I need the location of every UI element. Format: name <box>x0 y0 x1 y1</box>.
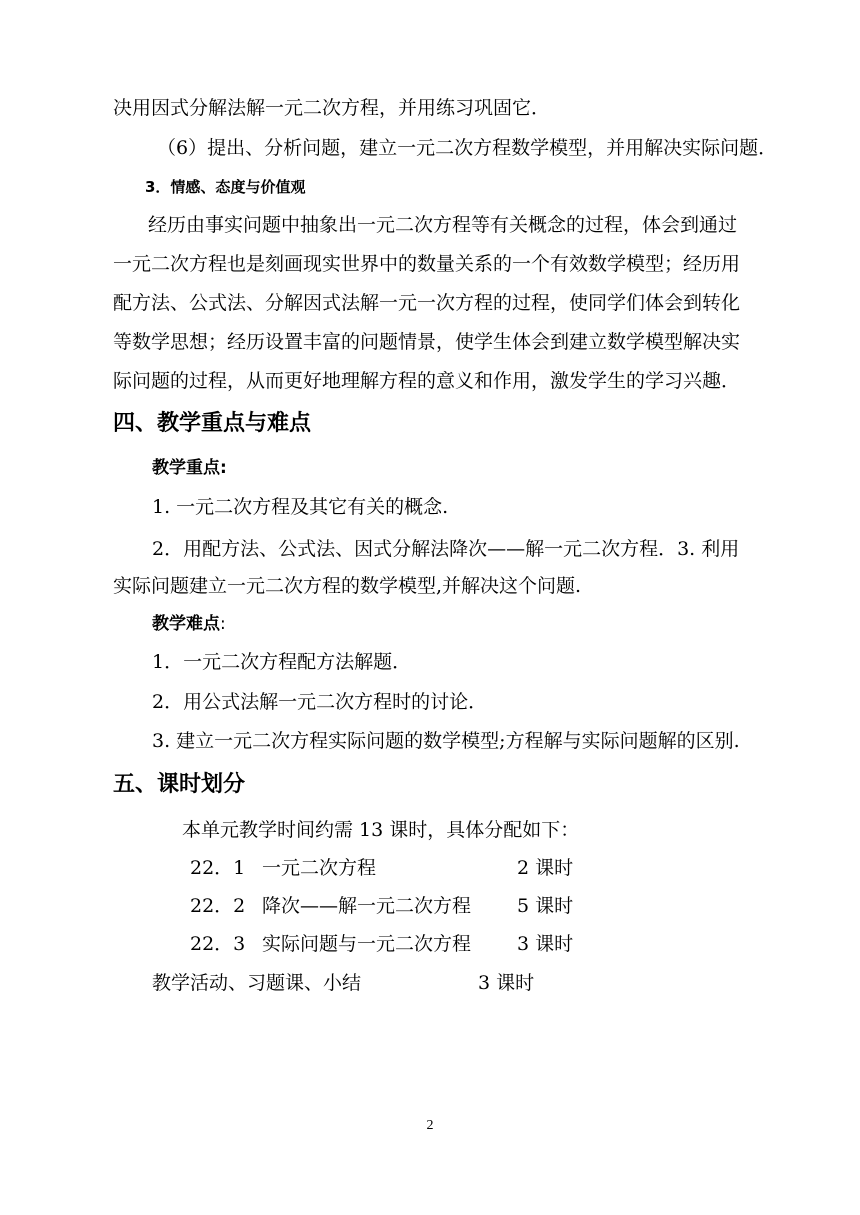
difficult-point-item: 3. 建立一元二次方程实际问题的数学模型;方程解与实际问题解的区别. <box>152 730 740 752</box>
difficult-points-label-text: 教学难点 <box>152 614 220 634</box>
section-5-heading: 五、课时划分 <box>113 772 246 797</box>
paragraph-line: 配方法、公式法、分解因式法解一元一次方程的过程，使同学们体会到转化 <box>113 292 741 314</box>
paragraph-line: （6）提出、分析问题，建立一元二次方程数学模型，并用解决实际问题． <box>157 137 778 159</box>
difficult-point-item: 1．一元二次方程配方法解题． <box>152 651 412 673</box>
schedule-intro: 本单元教学时间约需 13 课时，具体分配如下： <box>182 819 580 841</box>
paragraph-line: 决用因式分解法解一元二次方程，并用练习巩固它． <box>113 97 551 119</box>
schedule-topic: 降次——解一元二次方程 <box>262 895 472 917</box>
schedule-topic: 一元二次方程 <box>262 857 377 879</box>
schedule-hours: 3 课时 <box>517 933 574 955</box>
schedule-hours: 5 课时 <box>517 895 574 917</box>
difficult-points-colon: : <box>220 614 226 634</box>
page-number: 2 <box>426 1118 434 1133</box>
key-point-item-continuation: 实际问题建立一元二次方程的数学模型,并解决这个问题. <box>113 575 582 597</box>
difficult-point-item: 2．用公式法解一元二次方程时的讨论． <box>152 691 488 713</box>
paragraph-line: 际问题的过程，从而更好地理解方程的意义和作用，激发学生的学习兴趣． <box>113 370 741 392</box>
schedule-topic: 教学活动、习题课、小结 <box>152 972 362 994</box>
schedule-topic: 实际问题与一元二次方程 <box>262 933 472 955</box>
section-4-heading: 四、教学重点与难点 <box>113 411 312 436</box>
key-point-item: 1. 一元二次方程及其它有关的概念. <box>152 496 449 518</box>
schedule-number: 22．3 <box>190 933 246 955</box>
schedule-hours: 2 课时 <box>517 857 574 879</box>
difficult-points-label <box>152 613 226 635</box>
paragraph-line: 一元二次方程也是刻画现实世界中的数量关系的一个有效数学模型；经历用 <box>113 253 741 275</box>
schedule-hours: 3 课时 <box>478 972 535 994</box>
section-3-title: 3．情感、态度与价值观 <box>145 178 306 196</box>
schedule-number: 22．1 <box>190 857 246 879</box>
paragraph-line: 经历由事实问题中抽象出一元二次方程等有关概念的过程，体会到通过 <box>148 214 738 236</box>
paragraph-line: 等数学思想；经历设置丰富的问题情景，使学生体会到建立数学模型解决实 <box>113 331 741 353</box>
schedule-number: 22．2 <box>190 895 246 917</box>
key-point-item: 2．用配方法、公式法、因式分解法降次——解一元二次方程．3. 利用 <box>152 538 740 560</box>
key-points-label: 教学重点: <box>152 458 227 478</box>
